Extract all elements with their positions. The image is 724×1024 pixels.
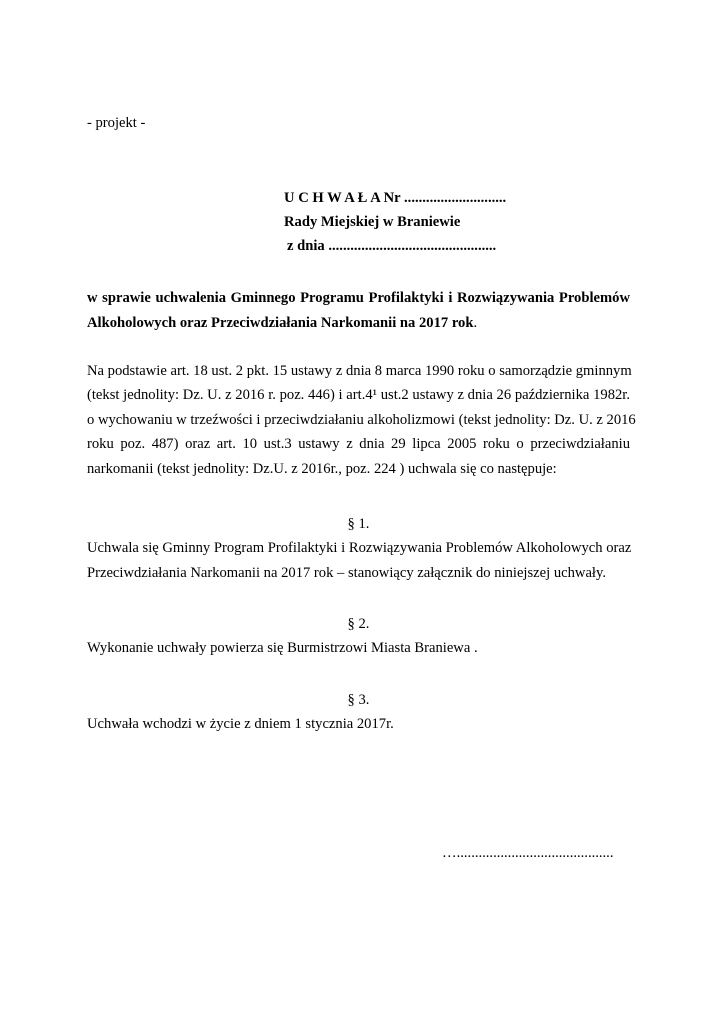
preamble-line-4: roku poz. 487) oraz art. 10 ust.3 ustawy z dnia 29 lipca 2005 roku o przeciwdziałaniu bbox=[87, 436, 630, 452]
subject-line-2-tail: . bbox=[473, 315, 478, 331]
preamble-line-1: Na podstawie art. 18 ust. 2 pkt. 15 ustawy z dnia 8 marca 1990 roku o samorządzie gminnym bbox=[87, 363, 632, 379]
preamble-line-2: (tekst jednolity: Dz. U. z 2016 r. poz. 446) i art.4¹ ust.2 ustawy z dnia 26 października 1982r. bbox=[87, 387, 630, 403]
section-2-line-1: Wykonanie uchwały powierza się Burmistrzowi Miasta Braniewa . bbox=[87, 640, 478, 656]
section-3-mark: § 3. bbox=[347, 692, 370, 708]
council-name: Rady Miejskiej w Braniewie bbox=[284, 214, 461, 230]
section-2-mark: § 2. bbox=[347, 616, 370, 632]
signature-line: …........................................... bbox=[442, 845, 614, 861]
resolution-number-line: U C H W A Ł A Nr ............................ bbox=[284, 190, 507, 206]
preamble-line-5: narkomanii (tekst jednolity: Dz.U. z 2016r., poz. 224 ) uchwala się co następuje: bbox=[87, 461, 557, 477]
draft-label: - projekt - bbox=[87, 115, 146, 131]
section-3-line-1: Uchwała wchodzi w życie z dniem 1 stycznia 2017r. bbox=[87, 716, 394, 732]
section-1-mark: § 1. bbox=[347, 516, 370, 532]
subject-line-1: w sprawie uchwalenia Gminnego Programu Profilaktyki i Rozwiązywania Problemów bbox=[87, 290, 630, 306]
preamble-line-3: o wychowaniu w trzeźwości i przeciwdziałaniu alkoholizmowi (tekst jednolity: Dz. U. z 2016 bbox=[87, 412, 636, 428]
subject-line-2-bold: Alkoholowych oraz Przeciwdziałania Narkomanii na 2017 rok bbox=[87, 315, 474, 331]
section-1-line-1: Uchwala się Gminny Program Profilaktyki i Rozwiązywania Problemów Alkoholowych oraz bbox=[87, 540, 632, 556]
subject-line-2 bbox=[87, 313, 477, 333]
section-1-line-2: Przeciwdziałania Narkomanii na 2017 rok – stanowiący załącznik do niniejszej uchwały. bbox=[87, 565, 606, 581]
resolution-date-line: z dnia .............................................. bbox=[287, 238, 497, 254]
